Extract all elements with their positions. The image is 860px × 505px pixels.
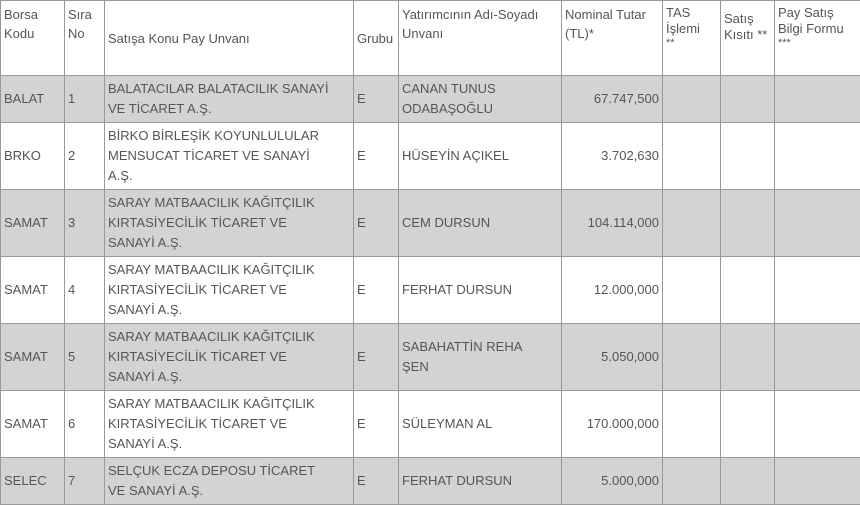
form-cell	[775, 458, 860, 505]
unvan-cell: SARAY MATBAACILIK KAĞITÇILIK KIRTASİYECİLİK TİCARET VE SANAYİ A.Ş.	[105, 257, 354, 324]
kisit-cell	[721, 391, 775, 458]
yatirimci-cell: CEM DURSUN	[399, 190, 562, 257]
grubu-cell: E	[354, 257, 399, 324]
grubu-cell: E	[354, 458, 399, 505]
borsa-kodu-cell: BRKO	[1, 123, 65, 190]
yatirimci-cell: SABAHATTİN REHA ŞEN	[399, 324, 562, 391]
header-unvan: Satışa Konu Pay Unvanı	[105, 1, 354, 76]
nominal-cell: 104.114,000	[562, 190, 663, 257]
form-cell	[775, 123, 860, 190]
unvan-cell: SARAY MATBAACILIK KAĞITÇILIK KIRTASİYECİLİK TİCARET VE SANAYİ A.Ş.	[105, 324, 354, 391]
form-cell	[775, 391, 860, 458]
table-row	[1, 123, 860, 190]
sira-no-cell: 1	[65, 76, 105, 123]
table-row	[1, 190, 860, 257]
form-cell	[775, 324, 860, 391]
table-row	[1, 257, 860, 324]
tas-cell	[663, 324, 721, 391]
borsa-kodu-cell: SAMAT	[1, 190, 65, 257]
header-tas: TAS İşlemi **	[663, 1, 721, 76]
header-sira-no: Sıra No	[65, 1, 105, 76]
sira-no-cell: 4	[65, 257, 105, 324]
sira-no-cell: 5	[65, 324, 105, 391]
sira-no-cell: 2	[65, 123, 105, 190]
sira-no-cell: 6	[65, 391, 105, 458]
tas-cell	[663, 190, 721, 257]
yatirimci-cell: FERHAT DURSUN	[399, 257, 562, 324]
nominal-cell: 3.702,630	[562, 123, 663, 190]
kisit-cell	[721, 324, 775, 391]
table-row	[1, 458, 860, 505]
tas-cell	[663, 123, 721, 190]
table-row	[1, 391, 860, 458]
grubu-cell: E	[354, 123, 399, 190]
tas-cell	[663, 257, 721, 324]
form-cell	[775, 190, 860, 257]
table-row	[1, 76, 860, 123]
grubu-cell: E	[354, 391, 399, 458]
tas-cell	[663, 391, 721, 458]
kisit-cell	[721, 76, 775, 123]
unvan-cell: BİRKO BİRLEŞİK KOYUNLULULAR MENSUCAT TİCARET VE SANAYİ A.Ş.	[105, 123, 354, 190]
unvan-cell: SARAY MATBAACILIK KAĞITÇILIK KIRTASİYECİLİK TİCARET VE SANAYİ A.Ş.	[105, 391, 354, 458]
kisit-cell	[721, 458, 775, 505]
header-borsa-kodu: Borsa Kodu	[1, 1, 65, 76]
grubu-cell: E	[354, 76, 399, 123]
yatirimci-cell: HÜSEYİN AÇIKEL	[399, 123, 562, 190]
kisit-cell	[721, 190, 775, 257]
unvan-cell: SARAY MATBAACILIK KAĞITÇILIK KIRTASİYECİLİK TİCARET VE SANAYİ A.Ş.	[105, 190, 354, 257]
tas-cell	[663, 458, 721, 505]
kisit-cell	[721, 123, 775, 190]
yatirimci-cell: FERHAT DURSUN	[399, 458, 562, 505]
nominal-cell: 5.050,000	[562, 324, 663, 391]
yatirimci-cell: SÜLEYMAN AL	[399, 391, 562, 458]
header-row	[1, 1, 860, 76]
header-kisit: Satış Kısıtı **	[721, 1, 775, 76]
nominal-cell: 67.747,500	[562, 76, 663, 123]
grubu-cell: E	[354, 324, 399, 391]
form-cell	[775, 257, 860, 324]
borsa-kodu-cell: SELEC	[1, 458, 65, 505]
borsa-kodu-cell: SAMAT	[1, 257, 65, 324]
yatirimci-cell: CANAN TUNUS ODABAŞOĞLU	[399, 76, 562, 123]
unvan-cell: BALATACILAR BALATACILIK SANAYİ VE TİCARET A.Ş.	[105, 76, 354, 123]
grubu-cell: E	[354, 190, 399, 257]
sira-no-cell: 7	[65, 458, 105, 505]
borsa-kodu-cell: BALAT	[1, 76, 65, 123]
nominal-cell: 170.000,000	[562, 391, 663, 458]
tas-cell	[663, 76, 721, 123]
header-form: Pay Satış Bilgi Formu ***	[775, 1, 860, 76]
nominal-cell: 12.000,000	[562, 257, 663, 324]
form-cell	[775, 76, 860, 123]
nominal-cell: 5.000,000	[562, 458, 663, 505]
borsa-kodu-cell: SAMAT	[1, 324, 65, 391]
table-row	[1, 324, 860, 391]
sira-no-cell: 3	[65, 190, 105, 257]
kisit-cell	[721, 257, 775, 324]
header-grubu: Grubu	[354, 1, 399, 76]
header-nominal: Nominal Tutar (TL)*	[562, 1, 663, 76]
borsa-kodu-cell: SAMAT	[1, 391, 65, 458]
unvan-cell: SELÇUK ECZA DEPOSU TİCARET VE SANAYİ A.Ş.	[105, 458, 354, 505]
header-yatirimci: Yatırımcının Adı-Soyadı Unvanı	[399, 1, 562, 76]
